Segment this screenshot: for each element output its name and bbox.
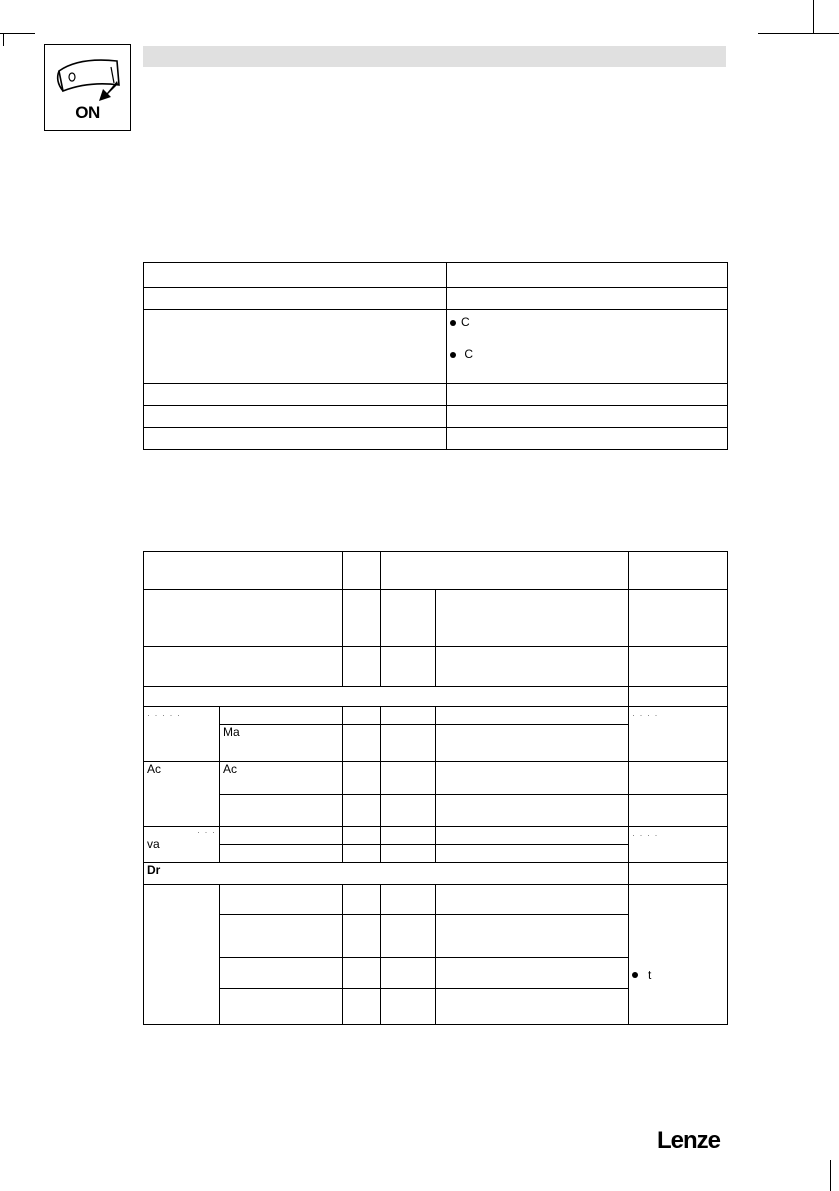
table-cell — [381, 647, 436, 687]
signal-table — [143, 551, 728, 1025]
table-cell — [381, 707, 436, 725]
crop-mark-top-right — [758, 33, 839, 34]
table-row — [144, 647, 728, 687]
header-cell — [381, 552, 629, 590]
table-cell — [436, 845, 629, 863]
parameter-table — [143, 262, 728, 450]
table-cell — [343, 827, 381, 845]
section-cell — [144, 687, 629, 707]
table-cell — [447, 384, 728, 406]
table-cell — [144, 384, 447, 406]
group-note-cell: · · · · — [629, 827, 728, 863]
table-cell — [220, 989, 343, 1025]
table-cell — [343, 958, 381, 989]
table-cell — [436, 725, 629, 762]
table-cell — [343, 915, 381, 958]
bullet-icon — [450, 320, 456, 326]
table-cell — [381, 958, 436, 989]
table-cell — [144, 288, 447, 310]
group-cell — [144, 885, 220, 1025]
header-cell — [144, 552, 343, 590]
table-cell — [436, 885, 629, 915]
table-cell — [144, 406, 447, 428]
table-cell — [220, 885, 343, 915]
table-cell — [629, 762, 728, 795]
table-cell — [447, 428, 728, 450]
group-note-cell — [629, 885, 728, 1025]
section-title: Dr — [144, 863, 629, 885]
bullet-icon — [450, 352, 456, 358]
table-cell — [343, 885, 381, 915]
table-row — [144, 406, 728, 428]
bullet-icon — [632, 972, 638, 978]
table-cell — [144, 428, 447, 450]
table-cell — [381, 795, 436, 827]
bullet-item — [450, 315, 724, 329]
crop-mark-right — [813, 0, 814, 34]
group-label: va — [147, 837, 160, 851]
section-row — [144, 863, 728, 885]
table-cell — [144, 590, 343, 647]
bullet-item — [450, 347, 724, 361]
table-cell — [447, 406, 728, 428]
table-row — [144, 310, 728, 384]
table-cell — [343, 762, 381, 795]
table-cell — [343, 590, 381, 647]
table-cell — [220, 795, 343, 827]
header-cell — [343, 552, 381, 590]
power-on-icon-box — [44, 44, 131, 131]
table-cell — [381, 827, 436, 845]
table-row — [144, 590, 728, 647]
table-row — [144, 827, 728, 845]
table-cell — [447, 263, 728, 288]
table-cell — [343, 707, 381, 725]
table-cell — [381, 590, 436, 647]
table-cell — [220, 845, 343, 863]
table-cell — [629, 687, 728, 707]
header-cell — [629, 552, 728, 590]
table-row — [144, 707, 728, 725]
table-cell — [144, 263, 447, 288]
table-cell — [436, 915, 629, 958]
table-cell — [144, 310, 447, 384]
table-cell — [220, 915, 343, 958]
table-cell — [381, 989, 436, 1025]
table-cell: Ma — [220, 725, 343, 762]
table-cell — [220, 707, 343, 725]
bullet-text: t — [648, 967, 652, 982]
table-cell — [343, 989, 381, 1025]
bullet-text: C — [461, 315, 470, 329]
table-row — [144, 428, 728, 450]
lenze-logo: Lenze — [657, 1127, 721, 1154]
group-cell: Ac — [144, 762, 220, 827]
crop-mark-bottom-right — [830, 1160, 831, 1191]
table-cell — [220, 827, 343, 845]
table-row — [144, 762, 728, 795]
table-cell — [436, 958, 629, 989]
table-cell — [343, 845, 381, 863]
table-row — [144, 384, 728, 406]
table-cell — [629, 647, 728, 687]
table-cell — [343, 725, 381, 762]
bullet-text: C — [464, 347, 474, 361]
group-cell: · · · · · — [144, 707, 220, 762]
table-row — [144, 263, 728, 288]
table-cell — [220, 958, 343, 989]
section-title-bar — [143, 46, 726, 67]
table-row — [144, 288, 728, 310]
table-cell — [447, 288, 728, 310]
table-cell — [381, 915, 436, 958]
table-row — [144, 885, 728, 915]
group-note-cell: · · · · — [629, 707, 728, 762]
table-cell — [381, 885, 436, 915]
table-cell — [144, 647, 343, 687]
crop-mark-left — [3, 34, 4, 46]
table-header-row — [144, 552, 728, 590]
table-cell — [629, 590, 728, 647]
on-label: ON — [75, 103, 100, 122]
table-cell — [436, 795, 629, 827]
table-cell — [436, 647, 629, 687]
table-cell — [381, 762, 436, 795]
section-row — [144, 687, 728, 707]
table-cell — [629, 795, 728, 827]
table-cell — [343, 647, 381, 687]
table-cell — [436, 590, 629, 647]
table-cell — [629, 863, 728, 885]
table-cell — [343, 795, 381, 827]
table-cell: Ac — [220, 762, 343, 795]
bullet-cell — [447, 310, 728, 384]
group-cell: · · · va — [144, 827, 220, 863]
table-cell — [381, 845, 436, 863]
table-cell — [436, 827, 629, 845]
crop-mark-top-left — [0, 33, 35, 34]
table-row — [144, 795, 728, 827]
table-cell — [436, 762, 629, 795]
table-cell — [381, 725, 436, 762]
table-cell — [436, 989, 629, 1025]
table-cell — [436, 707, 629, 725]
bullet-item — [632, 968, 651, 982]
